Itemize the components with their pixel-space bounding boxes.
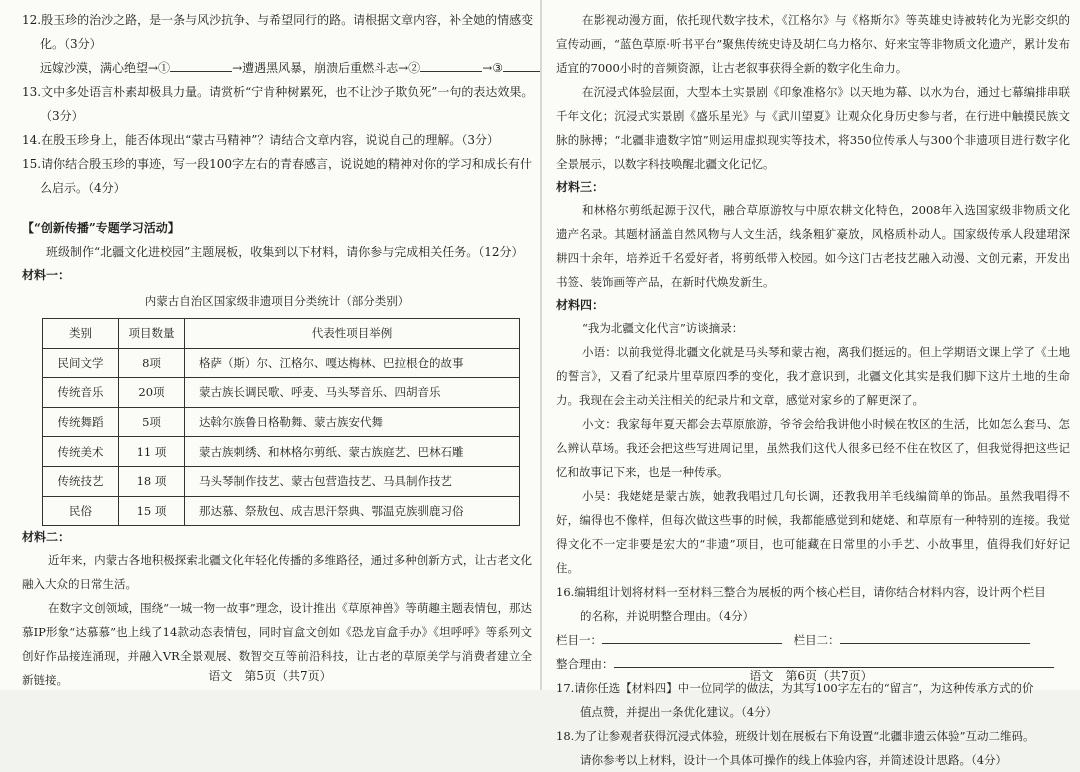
column-answer-line <box>556 628 1070 652</box>
table-header: 代表性项目举例 <box>185 319 520 349</box>
interview-paragraph-1: 小语：以前我觉得北疆文化就是马头琴和蒙古袍，离我们挺远的。但上学期语文课上学了《土地的誓言》，又看了纪录片里草原四季的变化，我才意识到，北疆文化其实是我们脚下这片土地的生命力。我现在会主动关注相关的纪录片和文章，感觉对家乡的了解更深了。 <box>556 345 1070 407</box>
table-row <box>43 348 520 378</box>
table-cell: 8项 <box>119 348 185 378</box>
table-cell: 11 项 <box>119 437 185 467</box>
table-cell: 传统技艺 <box>43 466 119 496</box>
material-3-label: 材料三： <box>556 180 605 194</box>
table-cell: 20项 <box>119 378 185 408</box>
table-row <box>43 407 520 437</box>
table-cell: 格萨（斯）尔、江格尔、嘎达梅林、巴拉根仓的故事 <box>185 348 520 378</box>
table-cell: 传统音乐 <box>43 378 119 408</box>
column-1-answer-field[interactable] <box>602 630 782 644</box>
chain-part-1: 远嫁沙漠，满心绝望→① <box>40 61 171 75</box>
table-header: 项目数量 <box>119 319 185 349</box>
question-16-line1: 16.编辑组计划将材料一至材料三整合为展板的两个核心栏目，请你结合材料内容，设计两个栏目 <box>556 585 1046 599</box>
table-cell: 民间文学 <box>43 348 119 378</box>
activity-intro: 班级制作“北疆文化进校园”主题展板，收集到以下材料，请你参与完成相关任务。（12分） <box>46 245 524 259</box>
question-12-line1: 12.殷玉珍的治沙之路，是一条与风沙抗争、与希望同行的路。请根据文章内容，补全她的情感变 <box>22 13 534 27</box>
reason-answer-field[interactable] <box>614 654 1054 668</box>
exam-page-6 <box>542 0 1080 767</box>
question-17-line1: 17.请你任选【材料四】中一位同学的做法，为其写100字左右的“留言”，为这种传承方式的价 <box>556 681 1034 695</box>
answer-blank-2[interactable] <box>420 59 482 72</box>
section-title: 【“创新传播”专题学习活动】 <box>22 221 180 235</box>
table-header: 类别 <box>43 319 119 349</box>
interview-title: “我为北疆文化代言”访谈摘录： <box>582 321 744 335</box>
question-12-chain <box>22 56 532 80</box>
table-cell: 15 项 <box>119 496 185 526</box>
question-18-line1: 18.为了让参观者获得沉浸式体验，班级计划在展板右下角设置“北疆非遗云体验”互动二维码。 <box>556 729 1035 743</box>
question-16-line2: 的名称，并说明整合理由。（4分） <box>580 609 755 623</box>
column-2-label: 栏目二： <box>793 633 840 647</box>
table-cell: 传统舞蹈 <box>43 407 119 437</box>
table-row <box>43 437 520 467</box>
reason-label: 整合理由： <box>556 657 614 671</box>
table-cell: 蒙古族刺绣、和林格尔剪纸、蒙古族庭艺、巴林石雕 <box>185 437 520 467</box>
material-3-paragraph: 和林格尔剪纸起源于汉代，融合草原游牧与中原农耕文化特色，2008年入选国家级非物质文化遗产名录。其题材涵盖自然风物与人文生活，线条粗犷豪放，风格质朴动人。国家级传承人段建珺深耕四十余年，培养近千名爱好者，将剪纸带入校园。如今这门古老技艺融入动漫、文创元素，开发出书签、装饰画等产品，在新时代焕发新生。 <box>556 203 1070 289</box>
table-cell: 蒙古族长调民歌、呼麦、马头琴音乐、四胡音乐 <box>185 378 520 408</box>
question-17-line2: 值点赞，并提出一条优化建议。（4分） <box>580 705 778 719</box>
table-cell: 18 项 <box>119 466 185 496</box>
table-cell: 5项 <box>119 407 185 437</box>
table-cell: 民俗 <box>43 496 119 526</box>
page-footer: 语文 第5页（共7页） <box>208 669 332 683</box>
table-caption: 内蒙古自治区国家级非遗项目分类统计（部分类别） <box>144 294 410 308</box>
question-12-line2: 化。（3分） <box>40 37 102 51</box>
material-4-label: 材料四： <box>556 298 605 312</box>
interview-paragraph-3: 小吴：我姥姥是蒙古族，她教我唱过几句长调，还教我用羊毛线编简单的饰品。虽然我唱得不好，编得也不像样，但每次做这些事的时候，我都能感觉到和姥姥、和草原有一种特别的连接。我觉得文化不一定非要是宏大的“非遗”项目，也可能藏在日常里的小手艺、小故事里，值得我们好好记住。 <box>556 489 1070 575</box>
table-cell: 传统美术 <box>43 437 119 467</box>
material-1-label: 材料一： <box>22 268 71 282</box>
table-header-row <box>43 319 520 349</box>
material-2-label: 材料二： <box>22 530 71 545</box>
answer-blank-1[interactable] <box>170 59 232 72</box>
table-row <box>43 378 520 408</box>
chain-part-3: →③ <box>482 61 503 75</box>
question-18-line2: 请你参考以上材料，设计一个具体可操作的线上体验内容，并简述设计思路。（4分） <box>580 753 1008 767</box>
question-14: 14.在殷玉珍身上，能否体现出“蒙古马精神”？请结合文章内容，说说自己的理解。（3分） <box>22 133 499 147</box>
question-13-line1: 13.文中多处语言朴素却极具力量。请赏析“宁肯种树累死，也不让沙子欺负死”一句的表达效果。 <box>22 85 534 99</box>
table-row <box>43 466 520 496</box>
material-2-paragraph-1: 近年来，内蒙古各地积极探索北疆文化年轻化传播的多维路径，通过多种创新方式，让古老文化融入大众的日常生活。 <box>22 553 532 592</box>
chain-part-2: →遭遇黑风暴，崩溃后重燃斗志→② <box>232 61 421 75</box>
question-15-line2: 么启示。（4分） <box>40 181 126 195</box>
heritage-table <box>42 318 520 526</box>
question-13-line2: （3分） <box>40 109 84 123</box>
material-2-paragraph-2: 在数字文创领域，围绕“一城一物一故事”理念，设计推出《草原神兽》等萌趣主题表情包，那达慕IP形象“达慕慕”也上线了14款动态表情包，同时盲盒文创如《恐龙盲盒手办》《坦呼呼》等系列文创好作品接连涌现，并融入VR全景观展、数智交互等前沿科技，让古老的草原美学与消费者建立全新链接。 <box>22 601 532 688</box>
table-cell: 那达慕、祭敖包、成吉思汗祭典、鄂温克族驯鹿习俗 <box>185 496 520 526</box>
page-footer: 语文 第6页（共7页） <box>749 669 873 683</box>
question-15-line1: 15.请你结合殷玉珍的事迹，写一段100字左右的青春感言，说说她的精神对你的学习和成长有什 <box>22 157 532 171</box>
column-2-answer-field[interactable] <box>840 630 1030 644</box>
table-row <box>43 496 520 526</box>
material-2-paragraph-4: 在沉浸式体验层面，大型本土实景剧《印象准格尔》以天地为幕、以水为台，通过七幕编排串联千年文化；沉浸式实景剧《盛乐星光》与《武川望夏》让观众化身历史参与者，在行进中触摸民族文脉的脉搏；“北疆非遗数字馆”则运用虚拟现实等技术，将350位传承人与300个非遗项目进行数字化全景展示，以数字科技唤醒北疆文化记忆。 <box>556 85 1070 171</box>
table-cell: 马头琴制作技艺、蒙古包营造技艺、马具制作技艺 <box>185 466 520 496</box>
table-cell: 达斡尔族鲁日格勒舞、蒙古族安代舞 <box>185 407 520 437</box>
interview-paragraph-2: 小文：我家每年夏天都会去草原旅游，爷爷会给我讲他小时候在牧区的生活，比如怎么套马、怎么辨认草场。我还会把这些写进周记里，虽然我们这代人很多已经不住在牧区了，但我觉得把这些记忆和故事记下来，也是一种传承。 <box>556 417 1070 479</box>
column-1-label: 栏目一： <box>556 633 602 647</box>
exam-page-5 <box>0 0 540 690</box>
material-2-paragraph-3: 在影视动漫方面，依托现代数字技术，《江格尔》与《格斯尔》等英雄史诗被转化为光影交织的宣传动画，“蓝色草原·听书平台”聚焦传统史诗及胡仁乌力格尔、好来宝等非物质文化遗产，累计发布适宜的7000小时的音频资源，让古老叙事获得全新的数字化生命力。 <box>556 13 1070 75</box>
